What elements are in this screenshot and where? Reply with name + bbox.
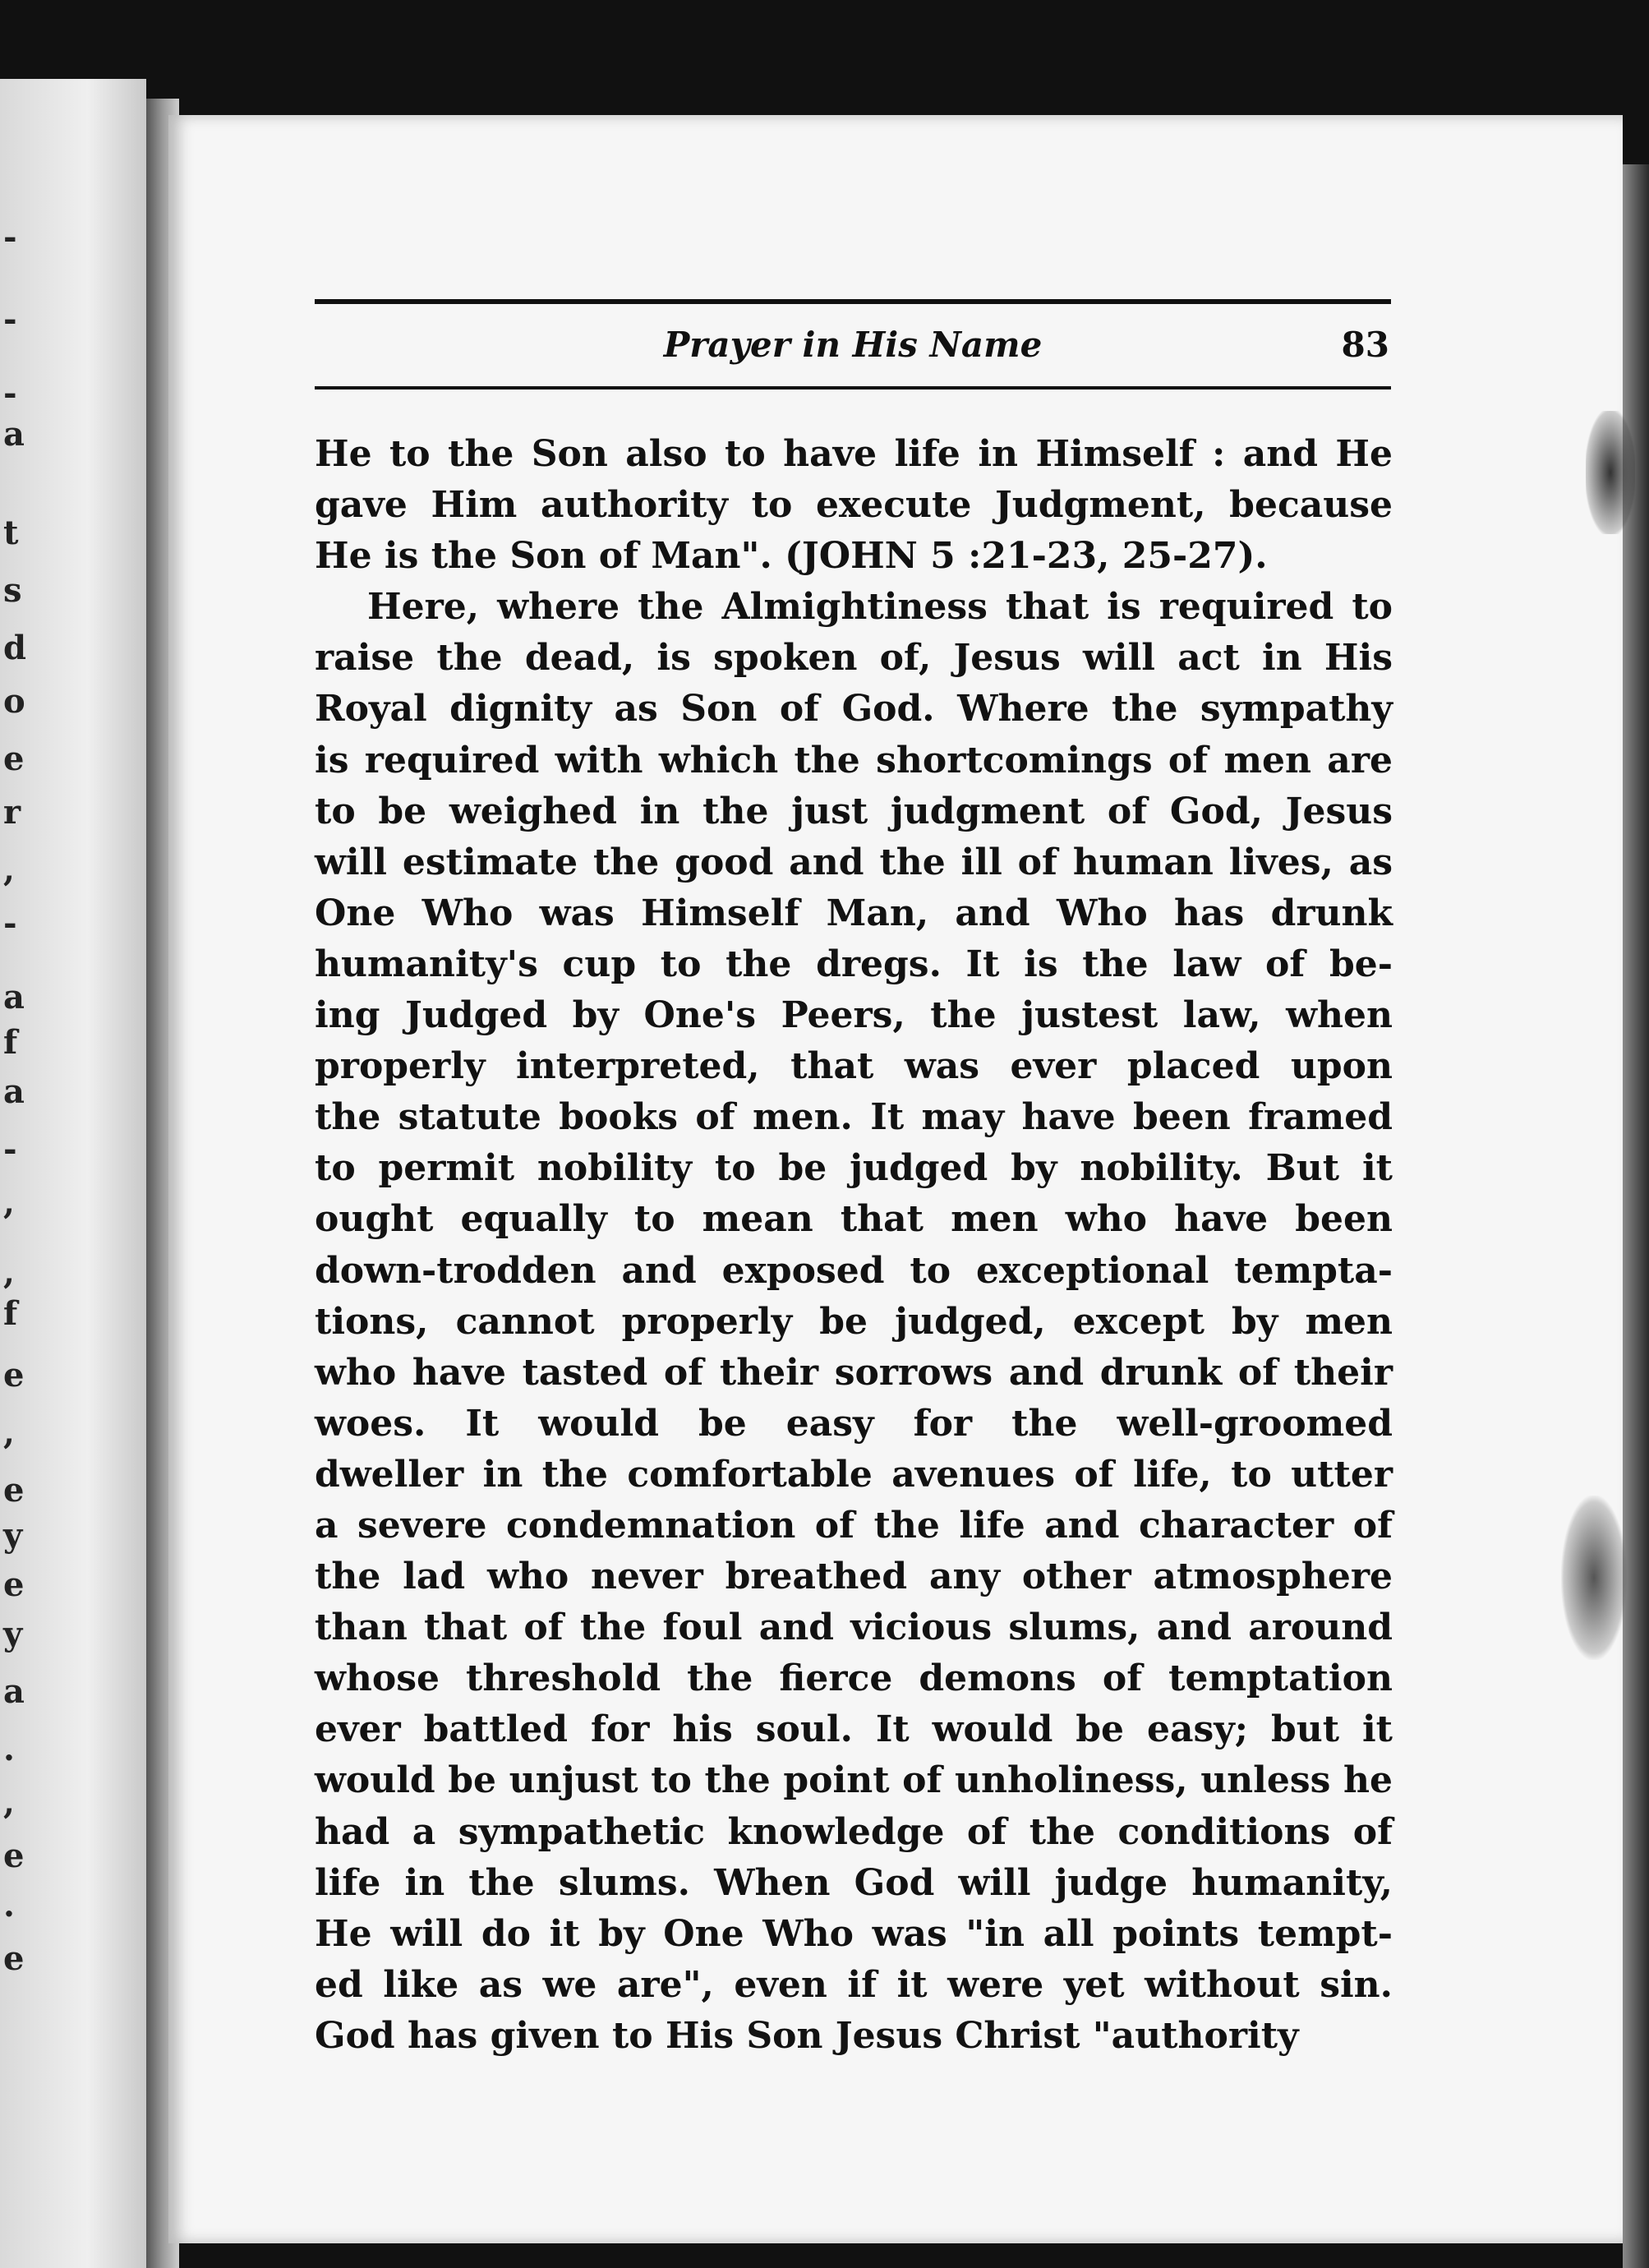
- edge-letter: -: [3, 300, 17, 339]
- facing-page-edge: [0, 79, 146, 2268]
- text-line: ed like as we are", even if it were yet without sin.: [315, 1963, 1393, 2006]
- text-line: Royal dignity as Son of God. Where the sympathy: [315, 688, 1393, 731]
- facing-page-letter-fragments: [0, 79, 33, 2268]
- edge-letter: a: [3, 1072, 25, 1111]
- edge-letter: f: [3, 1294, 18, 1333]
- edge-letter: r: [3, 793, 21, 832]
- text-line: tions, cannot properly be judged, except by men: [315, 1300, 1393, 1343]
- text-line: properly interpreted, that was ever placed upon: [315, 1045, 1393, 1088]
- page-number: 83: [1341, 325, 1389, 365]
- text-line: is required with which the shortcomings of men are: [315, 739, 1393, 781]
- text-line: whose threshold the fierce demons of temptation: [315, 1657, 1393, 1700]
- header-rule-bottom: [315, 386, 1391, 390]
- text-line: He to the Son also to have life in Himself : and He: [315, 433, 1393, 475]
- text-line: life in the slums. When God will judge humanity,: [315, 1861, 1393, 1904]
- text-line: who have tasted of their sorrows and drunk of their: [315, 1351, 1393, 1394]
- edge-letter: ,: [3, 850, 15, 889]
- text-line: to be weighed in the just judgment of God, Jesus: [315, 790, 1393, 832]
- text-line: gave Him authority to execute Judgment, because: [315, 484, 1393, 527]
- text-line: the lad who never breathed any other atmosphere: [315, 1556, 1393, 1598]
- scan-blot: [1586, 411, 1635, 534]
- text-line: woes. It would be easy for the well-groomed: [315, 1402, 1393, 1445]
- edge-letter: a: [3, 415, 25, 454]
- edge-letter: d: [3, 629, 26, 667]
- text-line: He will do it by One Who was "in all points tempt-: [315, 1912, 1393, 1955]
- edge-letter: f: [3, 1023, 18, 1062]
- header-rule-top: [315, 299, 1391, 304]
- text-line: the statute books of men. It may have been framed: [315, 1096, 1393, 1139]
- edge-letter: y: [3, 1615, 23, 1653]
- edge-letter: s: [3, 571, 22, 610]
- edge-letter: y: [3, 1516, 23, 1555]
- edge-letter: -: [3, 904, 17, 943]
- edge-letter: o: [3, 682, 25, 721]
- text-line: ever battled for his soul. It would be easy; but it: [315, 1708, 1393, 1751]
- edge-letter: -: [3, 218, 17, 256]
- edge-letter: .: [3, 1730, 15, 1768]
- edge-letter: e: [3, 740, 25, 778]
- edge-letter: e: [3, 1565, 25, 1604]
- edge-letter: ,: [3, 1783, 15, 1822]
- text-line: ought equally to mean that men who have been: [315, 1198, 1393, 1241]
- text-line: than that of the foul and vicious slums, and around: [315, 1606, 1393, 1649]
- text-line: would be unjust to the point of unholiness, unless he: [315, 1759, 1393, 1802]
- text-line: He is the Son of Man". (JOHN 5 :21-23, 25-27).: [315, 535, 1268, 578]
- text-line: will estimate the good and the ill of human lives, as: [315, 841, 1393, 883]
- edge-letter: .: [3, 1886, 15, 1925]
- text-line: God has given to His Son Jesus Christ "authority: [315, 2014, 1299, 2057]
- text-line: One Who was Himself Man, and Who has drunk: [315, 892, 1393, 934]
- text-line: a severe condemnation of the life and character of: [315, 1504, 1393, 1547]
- edge-letter: t: [3, 514, 19, 552]
- text-line: down-trodden and exposed to exceptional tempta-: [315, 1249, 1393, 1292]
- text-line: raise the dead, is spoken of, Jesus will act in His: [315, 637, 1393, 680]
- text-line: ing Judged by One's Peers, the justest law, when: [315, 994, 1393, 1037]
- edge-letter: a: [3, 1672, 25, 1711]
- text-line: Here, where the Almightiness that is required to: [367, 586, 1393, 629]
- text-line: had a sympathetic knowledge of the conditions of: [315, 1810, 1393, 1853]
- edge-letter: -: [3, 1130, 17, 1169]
- running-title: Prayer in His Name: [663, 325, 1043, 365]
- edge-letter: ,: [3, 1413, 15, 1452]
- body-text: [315, 429, 1393, 2062]
- edge-letter: ,: [3, 1253, 15, 1292]
- edge-letter: e: [3, 1837, 25, 1875]
- edge-letter: e: [3, 1356, 25, 1394]
- edge-letter: -: [3, 374, 17, 413]
- text-line: humanity's cup to the dregs. It is the law of be-: [315, 943, 1393, 985]
- edge-letter: e: [3, 1471, 25, 1510]
- scan-blot: [1561, 1496, 1627, 1660]
- edge-letter: ,: [3, 1183, 15, 1222]
- edge-letter: a: [3, 978, 25, 1016]
- text-line: dweller in the comfortable avenues of life, to utter: [315, 1453, 1393, 1496]
- edge-letter: e: [3, 1939, 25, 1978]
- text-line: to permit nobility to be judged by nobility. But it: [315, 1147, 1393, 1190]
